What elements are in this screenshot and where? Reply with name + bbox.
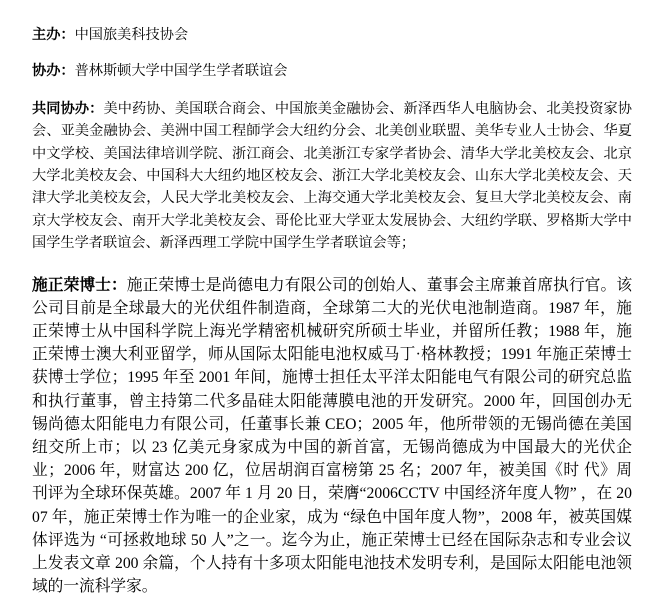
bio-text: 施正荣博士是尚德电力有限公司的创始人、董事会主席兼首席执行官。该公司目前是全球最大的光伏组件制造商，全球第二大的光伏电池制造商。1987 年，施正荣博士从中国科学院上海光学精密机械研究所硕士毕业，并留所任教；1988 年，施正荣博士澳大利亚留学，师从国际太阳能电池权威马丁·格林教授；1991 年施正荣博士获博士学位；1995 年至 2001 年间，施博士担任太平洋太阳能电气有限公司的研究总监和执行董事，曾主持第二代多晶硅太阳能薄膜电池的开发研究。2000 年，回国创办无锡尚德太阳能电力有限公司，任董事长兼 CEO；2005 年，他所带领的无锡尚德在美国纽交所上市；以 23 亿美元身家成为中国的新首富，无锡尚德成为中国最大的光伏企业；2006 年，财富达 200 亿，位居胡润百富榜第 25 名；2007 年，被美国《时 代》周刊评为全球环保英雄。2007 年 1 月 20 日，荣膺“2006CCTV 中国经济年度人物” ，在 2007 年，施正荣博士作为唯一的企业家，成为 “绿色中国年度人物”，2008 年，被英国媒体评选为 “可拯救地球 50 人”之一。迄今为止，施正荣博士已经在国际杂志和专业会议上发表文章 200 余篇，个人持有十多项太阳能电池技术发明专利，是国际太阳能电池领域的一流科学家。: [32, 276, 633, 596]
joint-organizers-paragraph: [32, 98, 632, 255]
joint-organizers-label: 共同协办：: [32, 100, 104, 117]
organizer-paragraph: [32, 24, 632, 46]
organizer-label: 主办：: [32, 27, 75, 43]
co-organizer-text: 普林斯顿大学中国学生学者联谊会: [74, 63, 288, 80]
organizer-text: 中国旅美科技协会: [74, 27, 189, 43]
bio-label: 施正荣博士：: [32, 276, 127, 294]
joint-organizers-text: 美中药协、美国联合商会、中国旅美金融协会、新泽西华人电脑协会、北美投资家协会、亚美金融协会、美洲中国工程師学会大纽约分会、北美创业联盟、美华专业人士协会、华夏中文学校、美国法律培训学院、浙江商会、北美浙江专家学者协会、清华大学北美校友会、北京大学北美校友会、中国科大大纽约地区校友会、浙江大学北美校友会、山东大学北美校友会、天津大学北美校友会，人民大学北美校友会、上海交通大学北美校友会、复旦大学北美校友会、南京大学校友会、南开大学北美校友会、哥伦比亚大学亚太发展协会、大纽约学联、罗格斯大学中国学生学者联谊会、新泽西理工学院中国学生学者联谊会等；: [32, 100, 632, 252]
bio-paragraph: [32, 274, 632, 599]
co-organizer-paragraph: [32, 60, 632, 82]
co-organizer-label: 协办：: [32, 63, 75, 80]
